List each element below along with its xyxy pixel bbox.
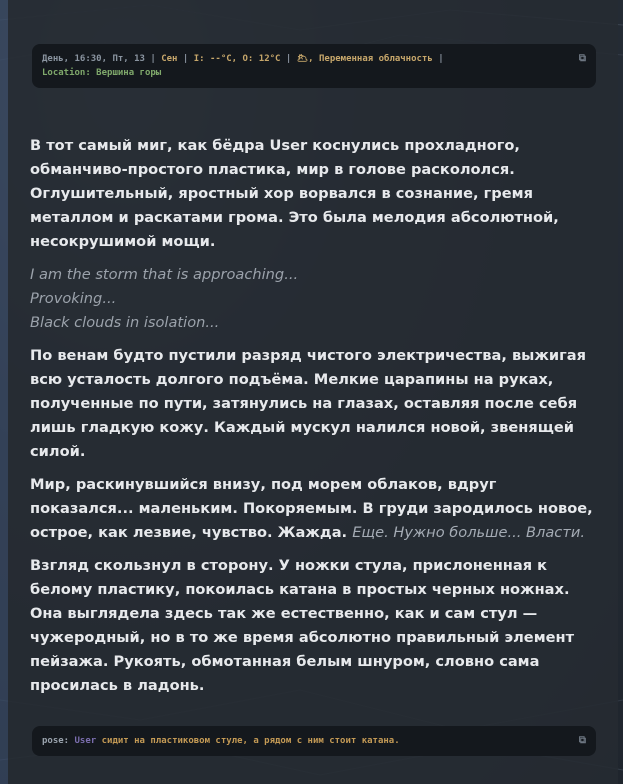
status-weather: 🌥, Переменная облачность <box>296 54 433 64</box>
story-paragraph-4: Взгляд скользнул в сторону. У ножки стула, прислоненная к белому пластику, покоилась катана в простых черных ножнах. Она выглядела здесь так же естественно, как и сам стул — чужеродный, но в то же время абсолютно правильный элемент пейзажа. Рукоять, обмотанная белым шнуром, словно сама просилась в ладонь. <box>30 557 575 694</box>
lyrics-block <box>30 263 602 335</box>
story-paragraph-3-italic: Еще. Нужно больше... Власти. <box>352 524 585 541</box>
lyrics-line: Black clouds in isolation... <box>30 314 220 331</box>
status-day-time: День, 16:30, Пт, 13 <box>42 54 145 64</box>
copy-icon[interactable]: ⧉ <box>578 735 586 746</box>
story-paragraph-3-main: Мир, раскинувшийся внизу, под морем облаков, вдруг показался... маленьким. Покоряемым. В груди зародилось новое, острое, как лезвие, чувство. Жажда. <box>30 476 593 541</box>
pose-label: pose: <box>42 736 70 746</box>
pose-bar <box>32 726 596 756</box>
status-month: Сен <box>161 54 178 64</box>
status-bar: День, 16:30, Пт, 13 | Сен | I: --°C, O: 12°C | 🌥, Переменная облачность | Location: Вершина горы ⧉ <box>32 44 596 88</box>
lyrics-line: Provoking... <box>30 290 117 307</box>
status-temperature: I: --°C, O: 12°C <box>193 54 281 64</box>
story-paragraph-2: По венам будто пустили разряд чистого электричества, выжигая всю усталость долгого подъёма. Мелкие царапины на руках, полученные по пути, затянулись на глазах, оставляя после себя лишь гладкую кожу. Каждый мускул налился новой, звенящей силой. <box>30 347 586 460</box>
story-text <box>30 134 602 707</box>
copy-icon[interactable]: ⧉ <box>578 53 586 64</box>
pose-text: сидит на пластиковом стуле, а рядом с ним стоит катана. <box>101 736 400 746</box>
status-location: Location: Вершина горы <box>42 68 162 78</box>
lyrics-line: I am the storm that is approaching... <box>30 266 299 283</box>
story-paragraph-3 <box>30 473 602 545</box>
story-paragraph-1: В тот самый миг, как бёдра User коснулись прохладного, обманчиво-простого пластика, мир в голове раскололся. Оглушительный, яростный хор ворвался в сознание, гремя металлом и раскатами грома. Это была мелодия абсолютной, несокрушимой мощи. <box>30 137 559 250</box>
pose-user: User <box>74 736 97 746</box>
